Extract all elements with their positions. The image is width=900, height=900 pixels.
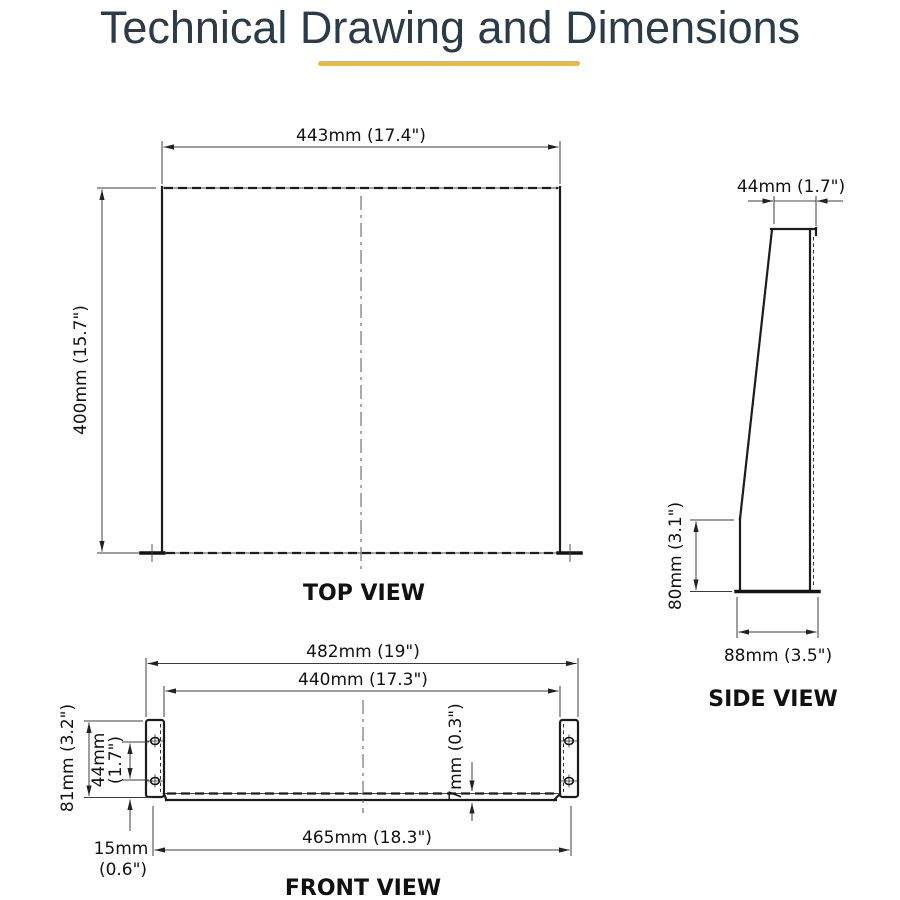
side-view-drawing xyxy=(666,177,845,712)
front-view-label: FRONT VIEW xyxy=(284,876,442,900)
front-view-drawing xyxy=(58,642,578,900)
front-view-panel-thickness-dimension: 7mm (0.3") xyxy=(446,703,466,801)
front-view-hole-spacing-dimension-value: 44mm xyxy=(89,732,109,788)
top-view-width-dimension: 443mm (17.4") xyxy=(296,126,426,146)
front-view-bracket-height-dimension: 81mm (3.2") xyxy=(58,703,78,813)
front-view-base-width-dimension: 465mm (18.3") xyxy=(302,828,432,848)
side-view-label: SIDE VIEW xyxy=(708,687,838,712)
side-view-base-height-dimension: 80mm (3.1") xyxy=(666,501,686,611)
side-view-top-width-dimension: 44mm (1.7") xyxy=(736,177,846,197)
front-view-overall-width-dimension: 482mm (19") xyxy=(306,642,420,662)
side-view-base-depth-dimension: 88mm (3.5") xyxy=(723,646,833,666)
page-title: Technical Drawing and Dimensions xyxy=(99,2,801,53)
front-view-offset-dimension-value: 15mm xyxy=(93,839,149,859)
top-view-depth-dimension: 400mm (15.7") xyxy=(71,305,91,435)
front-view-hole-spacing-dimension-inches: (1.7") xyxy=(106,735,126,785)
top-view-drawing xyxy=(71,126,581,606)
top-view-label: TOP VIEW xyxy=(303,581,425,606)
front-view-inner-width-dimension: 440mm (17.3") xyxy=(298,670,428,690)
front-view-offset-dimension-inches: (0.6") xyxy=(98,860,148,880)
